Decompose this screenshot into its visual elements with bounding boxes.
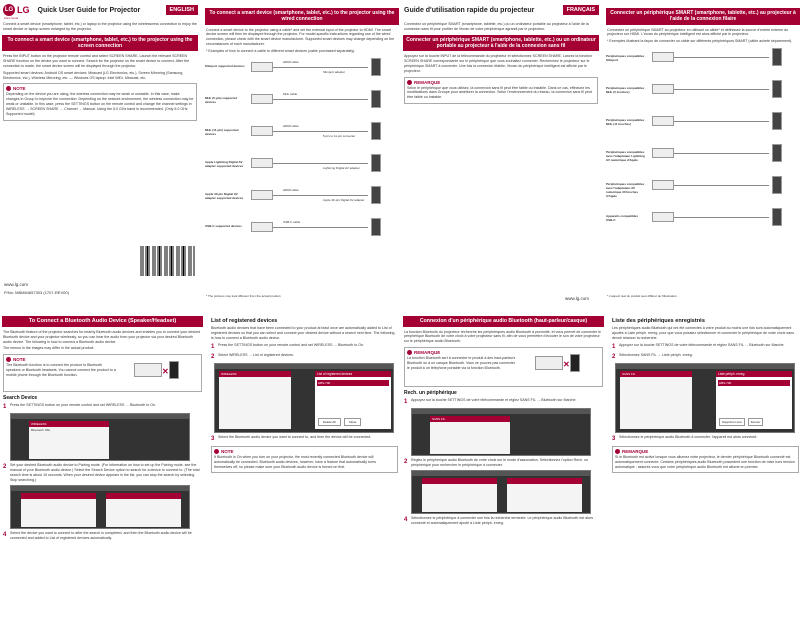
en-device-label-0: Slimport supported devices [205,63,245,68]
en-cable-line-5 [273,227,368,228]
website: www.lg.com [4,282,29,287]
bt-note2-body-fr: Si le Bluetooth est activé lorsque vous allumez votre projecteur, le dernier périphérique Bluetooth connecté est automatiquement connecté. Certains périphériques audio Bluetooth possèdent une fonction de mise hors tension automatique ; assurez-vous que votre périphérique audio Bluetooth est allumé en premier. [615,454,795,469]
wireless-menu-title-fr: SANS FIL [430,416,510,422]
page-header-fr [401,0,601,20]
delete-all-button[interactable]: Delete All [318,418,341,426]
french-left-column [401,0,601,310]
en-cable-line-0 [273,67,368,68]
brand-tagline: Life's Good [4,16,19,20]
bt-note-title: NOTE [13,357,26,363]
projector-illustration [535,356,563,370]
bt-note2-title-fr: REMARQUE [622,448,649,454]
fr-projector-icon-1 [652,84,674,94]
reg-step-2: 2 Select WIRELESS → List of registered devices. [211,352,294,360]
reg-step-1-fr: 1 Appuyez sur la touche SETTINGS de votre télécommande et réglez SANS FIL → Bluetooth sur Marche. [612,342,785,350]
en-cable-label-1: Slimport adapter [323,69,346,74]
registered-devices-panel [315,371,391,429]
french-right-column [604,0,802,310]
language-badge-fr: FRANÇAIS [563,5,599,15]
fr-device-label-1: Périphériques compatibles MHL (5 broches) [606,86,645,95]
registered-panel-title: List of registered devices [315,371,391,377]
fr-device-label-5: Appareils compatibles USB-C [606,214,639,223]
lg-logo [0,4,30,16]
supported-devices-text: Supported smart devices: Android OS smart devices: Miracast (LG Electronics, etc.), Screen Mirroring (Samsung Electronics, etc.), Wireless Mirroring, etc. — Windows OS laptop: Intel WiDi, Miracast, etc. [3,70,183,80]
search-device-heading-fr: Rech. un périphérique [404,390,457,397]
en-cable-label-8: USB-C cable [283,219,301,224]
wireless-menu-screenshot-fr [411,408,591,456]
en-phone-icon-1 [371,90,381,108]
registered-intro: Bluetooth audio devices that have been connected to your product at least once are automatically added to List of registered devices so that you can select and connect your desired device without a search next time. The following is how to connect a Bluetooth audio device. [211,326,395,340]
phone-illustration [570,354,580,372]
registered-list-heading: List of registered devices [211,318,278,324]
search-step-2: 2 Set your desired Bluetooth audio device to Pairing mode. (For information on how to set up the Pairing mode, see the manual of your Bluetooth audio device.) Select the Search Device option to search for a device to connect to. (The total search time is about 10 seconds. When your desired device appears in the list, you can stop the search by selecting Stop searching.) [3,463,200,482]
note-box-fr [404,77,598,105]
bluetooth-menu-value: On [45,428,50,433]
footnote-fr: * L'aspect réel du produit peut différer de l'illustration. [607,294,678,298]
bt-note-body: The Bluetooth function is to connect the product to Bluetooth speakers or Bluetooth headsets. You cannot connect the product to a mobile phone through the Bluetooth function. [6,363,116,377]
wired-section-heading-fr: Connecter un périphérique SMART (smartphone, tablette, etc.) au projecteur à l'aide de la connexion filaire [606,8,800,25]
en-device-label-5: USB-C supported devices [205,223,242,228]
en-projector-icon-1 [251,94,273,104]
bt-note2-box [211,446,398,474]
website-fr: www.lg.com [565,296,590,301]
brand-name: LG [17,5,30,15]
en-cable-label-6: HDMI cable [283,187,299,192]
registered-list-screenshot: WIRELESS List of registered devices HBS-700 Delete All Close [214,363,394,433]
en-phone-icon-3 [371,154,381,172]
not-allowed-icon: ✕ [563,360,570,370]
en-cable-line-1 [273,99,368,100]
note-icon [6,357,11,362]
bt-intro-note: The menus in the images may differ in the actual product. [3,346,95,351]
fr-phone-icon-0 [772,48,782,66]
wired-instructions-fr: Connectez un périphérique SMART au projecteur en utilisant un câble* et définissez la source d'entrée externe du projecteur sur HDMI. L'écran du périphérique intelligent est alors affiché par le projecteur. [607,27,789,37]
search-device-heading: Search Device [3,395,38,402]
search-step-1-fr: 1 Appuyez sur la touche SETTINGS de votre télécommande et réglez SANS FIL → Bluetooth sur Marche. [404,398,577,406]
note-body: Depending on the device you are using, the wireless connection may be weak or unstable. In this case, make changes in Group to improve the connection. Depending on the network environment, the wireless connection may be weak or unstable. In this case, press the SETTINGS button on the remote control and change the channel settings in WIRELESS → SCREEN SHARE → Channel → Manual. Using the 5.0 GHz band is recommended. (Only 5.0 GHz Supported model) [6,92,194,116]
registered-list-screenshot-fr: SANS FIL Liste périph. enreg. HBS-700 Supprimer tout Fermer [615,363,795,433]
fr-phone-icon-3 [772,144,782,162]
en-cable-label-3: 5-pin to 11-pin converter [323,133,356,138]
wireless-section-heading: To connect a smart device (smartphone, tablet, etc.) to the projector using the screen connection [2,35,198,52]
en-projector-icon-2 [251,126,273,136]
note-icon [615,449,620,454]
wired-cable-note-fr: * Exemples illustrant la façon de connecter un câble sur différents périphériques SMART (câble acheté séparément). [607,39,793,44]
fr-device-label-2: Périphériques compatibles MHL (11 broches) [606,118,645,127]
fr-cable-line-0 [674,57,769,58]
note-icon [6,86,11,91]
fr-cable-line-5 [674,217,769,218]
wireless-menu-title: WIRELESS [29,421,109,427]
en-projector-icon-5 [251,222,273,232]
en-phone-icon-4 [371,186,381,204]
fr-phone-icon-2 [772,112,782,130]
registered-list-heading-fr: Liste des périphériques enregistrés [612,318,705,324]
wireless-section-heading-fr: Connecter un périphérique SMART (smartphone, tablette, etc.) ou un ordinateur portable au projecteur à l'aide de la connexion sans fil [403,35,599,52]
en-phone-icon-5 [371,218,381,236]
fr-phone-icon-1 [772,80,782,98]
language-badge: ENGLISH [166,5,198,15]
fr-projector-icon-4 [652,180,674,190]
english-bluetooth-page [0,310,401,620]
fr-device-label-3: Périphériques compatibles avec l'adaptateur Lightning AV numérique d'Apple [606,150,645,163]
bt-intro: The Bluetooth feature of the projector searches for nearby Bluetooth audio devices and enables you to connect your desired Bluetooth device and your projector wirelessly, so you can hear the audio from your projector via your desired Bluetooth audio device. The following is how to connect a Bluetooth audio device. [3,329,201,344]
search-step-1: 1 Press the SETTINGS button on your remote control and set WIRELESS → Bluetooth to On. [3,403,157,411]
fr-phone-icon-5 [772,208,782,226]
fr-projector-icon-5 [652,212,674,222]
doc-title: Quick User Guide for Projector [37,6,141,14]
en-phone-icon-0 [371,58,381,76]
reg-step-3-fr: 3 Sélectionnez le périphérique audio Bluetooth à connecter. l'appareil est alors connecté. [612,434,758,442]
note-icon [407,350,412,355]
bluetooth-menu-label: Bluetooth [31,428,44,433]
fr-cable-line-4 [674,185,769,186]
note-icon [407,80,412,85]
intro-text-fr: Connectez un périphérique SMART (smartphone, tablette, etc.) ou un ordinateur portable au projecteur à l'aide de la connexion sans fil pour profiter de l'écran de votre périphérique agrandi par le projecteur. [404,22,589,31]
english-left-column [0,0,200,310]
english-right-column [203,0,401,310]
en-cable-line-3 [273,163,368,164]
registered-panel-title-fr: Liste périph. enreg. [716,371,792,377]
en-cable-label-4: HDMI cable [283,123,299,128]
bt-left-column-fr [401,310,606,620]
bt-left-column [0,310,205,620]
barcode [140,246,195,276]
en-cable-label-7: Apple 30-pin Digital AV adapter [323,197,365,202]
bt-right-column [208,310,401,620]
bt-note2-title: NOTE [221,448,234,454]
registered-device-item[interactable]: HBS-700 [317,380,389,386]
bt-note2-box-fr [612,446,799,474]
english-wireless-page [0,0,401,310]
footnote: * The pictures may look different from the actual product. [206,294,282,298]
wired-connection-diagram-fr [604,46,802,246]
fr-projector-icon-3 [652,148,674,158]
fr-cable-line-1 [674,89,769,90]
bt-note2-body: If Bluetooth is On when you turn on your projector, the most recently connected Bluetooth device will automatically be connected. Bluetooth audio devices, however, have a feature that automatically turns themselves off, so please make sure your Bluetooth audio device is turned on first. [214,454,377,469]
lg-logo-icon: LG [3,4,15,16]
reg-step-3: 3 Select the Bluetooth audio device you want to connect to, and then the device will be connected. [211,434,372,442]
wired-instructions: Connect a smart device to the projector using a cable* and set the external input of the projector to HDMI. The smart device screen will then be displayed through the projector. For model-specific instructions regarding use of the wired connection, please check with the smart device manufacturer. Supported smart devices may change depending on the circumstances of each manufacturer. [206,27,395,47]
part-number: P/No: MBM64657303 (1707-REV00) [4,290,69,295]
bt-note-box [3,354,202,392]
fr-device-label-4: Périphériques compatibles avec l'adaptateur AV numérique 30 broches d'Apple [606,182,645,199]
reg-step-1: 1 Press the SETTINGS button on your remote control and set WIRELESS → Bluetooth to On. [211,342,365,350]
en-cable-label-2: MHL cable [283,91,298,96]
search-screenshot [10,485,190,529]
note-title-fr: REMARQUE [414,79,441,85]
en-projector-icon-0 [251,62,273,72]
en-phone-icon-2 [371,122,381,140]
en-cable-line-2 [273,131,368,132]
intro-text: Connect a smart device (smartphone, tablet, etc.) or laptop to the projector using the wirelessness connection to enjoy the smart device or laptop screen enlarged by the projector. [3,22,197,31]
phone-illustration [169,361,179,379]
bt-right-column-fr [609,310,802,620]
registered-intro-fr: Les périphériques audio Bluetooth qui ont été connectés à votre produit au moins une fois sont automatiquement ajoutés à Liste périph. enreg. pour que vous puissiez sélectionner et connecter le périphérique de votre choix sans devoir relancer la recherche. [612,326,794,340]
note-title: NOTE [13,86,26,92]
en-projector-icon-4 [251,190,273,200]
wireless-menu [29,421,109,459]
en-cable-label-5: Lightning Digital AV adapter [323,165,360,170]
fr-cable-line-3 [674,153,769,154]
reg-step-2-fr: 2 Sélectionnez SANS FIL → Liste périph. enreg. [612,352,693,360]
search-step-2-fr: 2 Réglez le périphérique audio Bluetooth de votre choix sur le mode d'association. Sélectionnez l'option Rech. un périphérique pour rechercher le périphérique à connecter. [404,458,588,467]
fr-projector-icon-2 [652,116,674,126]
en-projector-icon-3 [251,158,273,168]
en-device-label-1: MHL (5-pin) supported devices [205,95,237,104]
wired-cable-note: * Examples of how to connect a cable to different smart devices (cable purchased separately). [206,48,356,53]
close-button[interactable]: Close [344,418,362,426]
french-wireless-page [401,0,802,310]
bt-intro-fr: La fonction Bluetooth du projecteur recherche les périphériques audio Bluetooth à proximité, et vous permet de connecter le périphérique Bluetooth de votre choix à votre projecteur sans fil, afin de vous permettre d'écouter le son de votre projecteur sur le périphérique audio Bluetooth. [404,329,601,344]
bt-note-title-fr: REMARQUE [414,350,441,356]
doc-title-fr: Guide d'utilisation rapide du projecteur [404,6,535,14]
registered-devices-panel-fr [716,371,792,429]
wireless-instructions: Press the INPUT button on the projector remote control and select SCREEN SHARE. Launch the relevant SCREEN SHARE function on the device you want to connect. Search for the projector on the smart device to connect. After the connection is made, the smart device screen will be displayed through the projector. [3,54,190,68]
en-device-label-4: Apple 30-pin Digital AV adapter supported devices [205,191,244,200]
registered-device-item-fr[interactable]: HBS-700 [718,380,790,386]
search-step-4-fr: 4 Sélectionnez le périphérique à connecter une fois la recherche terminée. Le périphérique audio Bluetooth est alors connecté et automatiquement ajouté à Liste périph. enreg. [404,515,593,525]
en-cable-line-4 [273,195,368,196]
fr-projector-icon-0 [652,52,674,62]
wireless-menu-screenshot [10,413,190,461]
wireless-instructions-fr: Appuyez sur la touche INPUT de la télécommande du projecteur et sélectionnez SCREEN SHARE. Lancez la fonction SCREEN SHARE correspondante sur le périphérique que vous souhaitez connecter. Recherchez le projecteur sur le périphérique SMART à connecter. Une fois la connexion établie, l'écran du périphérique intelligent est affiché par le projecteur. [404,54,592,73]
fr-cable-line-2 [674,121,769,122]
search-step-4: 4 Select the device you want to connect to after the search is completed, and then the Bluetooth audio device will be connected and added to List of registered devices automatically. [3,530,192,540]
bt-note-box-fr [404,347,603,387]
not-allowed-icon: ✕ [162,367,169,377]
en-device-label-3: Apple Lightning Digital AV adapter supported devices [205,159,244,168]
en-cable-label-0: HDMI cable [283,59,299,64]
note-icon [214,449,219,454]
note-body-fr: Selon le périphérique que vous utilisez, la connexion sans fil peut être faible ou instable. Dans ce cas, effectuez les modifications dans Groupe pour améliorer la connexion. Selon l'environnement du réseau, la connexion sans fil peut être faible ou instable. [407,85,592,100]
delete-all-button-fr[interactable]: Supprimer tout [719,418,745,426]
search-screenshot-fr [411,470,591,514]
en-device-label-2: MHL (11-pin) supported devices [205,127,239,136]
wired-section-heading: To connect a smart device (smartphone, tablet, etc.) to the projector using the wired connection [205,8,399,25]
close-button-fr[interactable]: Fermer [748,418,764,426]
projector-illustration [134,363,162,377]
bt-section-heading-fr: Connexion d'un périphérique audio Bluetooth (haut-parleur/casque) [403,316,604,327]
french-bluetooth-page [401,310,802,620]
note-box [3,83,197,120]
bt-section-heading: To Connect a Bluetooth Audio Device (Speaker/Headset) [2,316,203,327]
fr-phone-icon-4 [772,176,782,194]
wired-connection-diagram [203,56,401,256]
bt-note-body-fr: La fonction Bluetooth sert à connecter le produit à des haut-parleurs Bluetooth ou à un casque Bluetooth. Vous ne pouvez pas connecter le produit à un téléphone portable via la fonction Bluetooth. [407,356,516,370]
fr-device-label-0: Périphériques compatibles Slimport [606,54,645,63]
